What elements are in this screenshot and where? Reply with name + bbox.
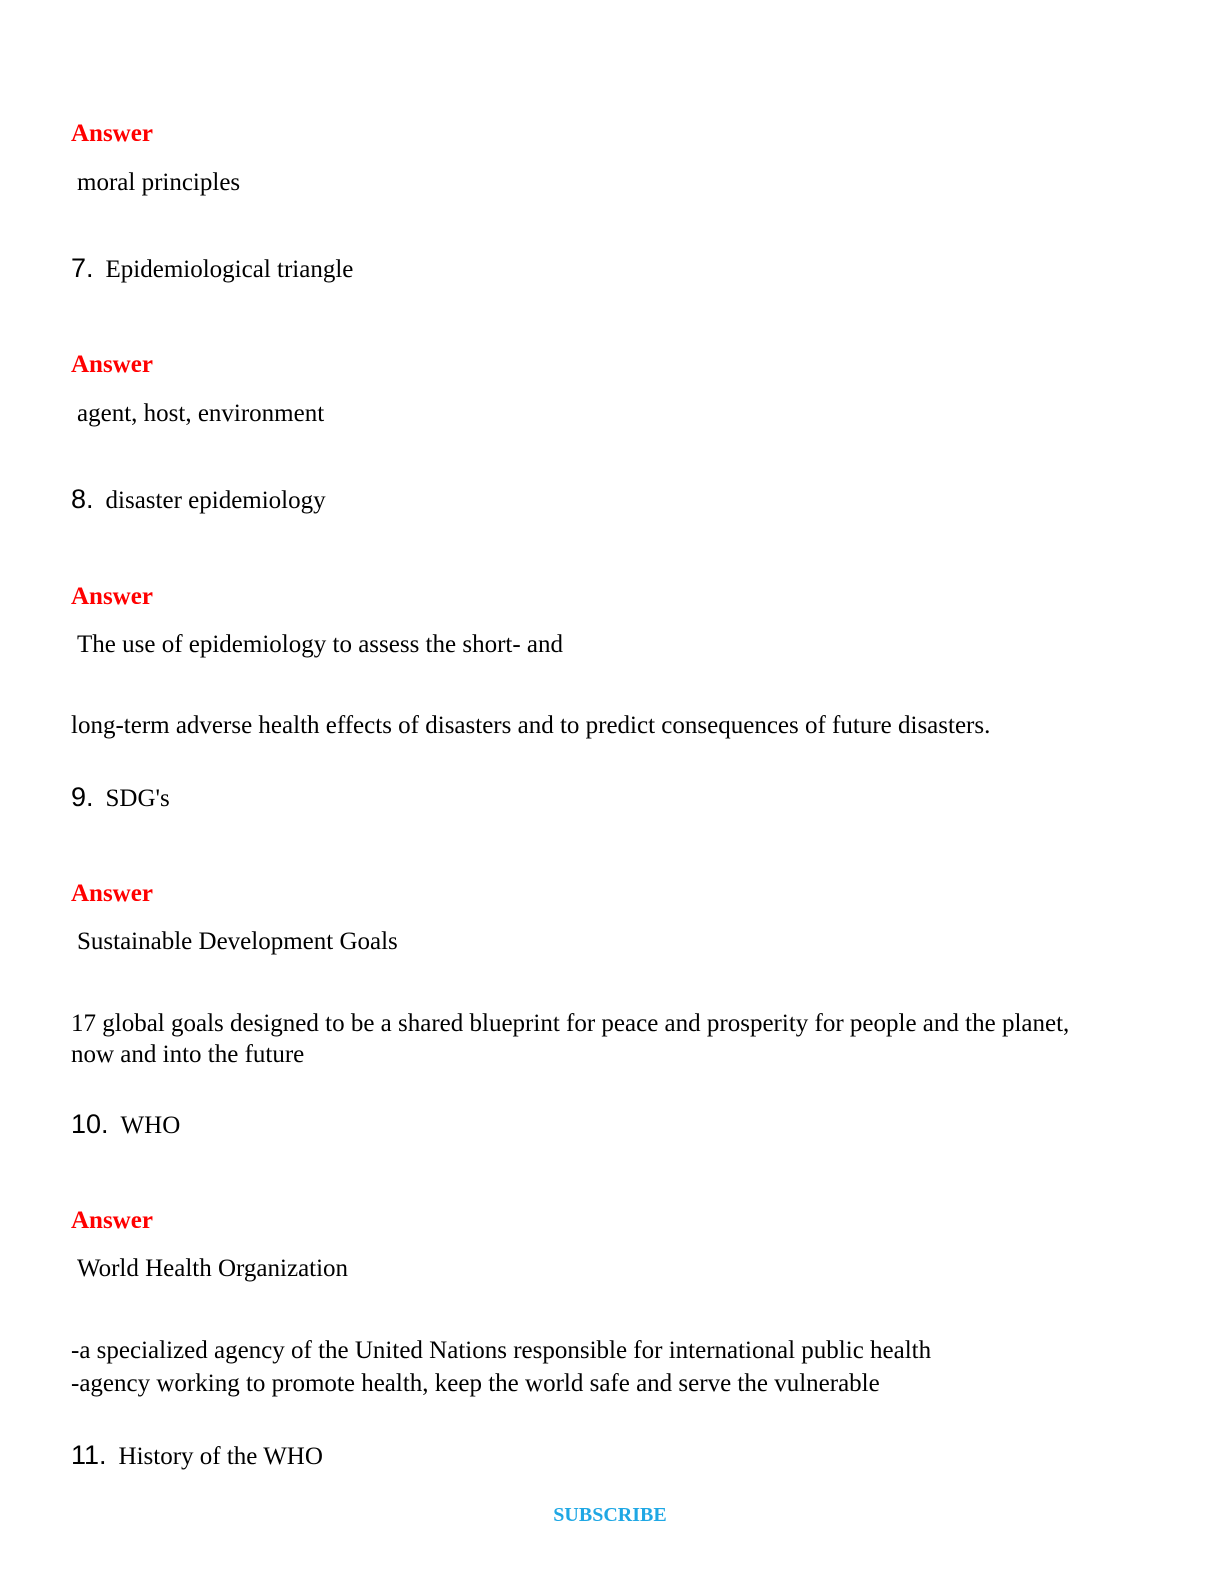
answer-detail: long-term adverse health effects of disasters and to predict consequences of future disasters. (71, 712, 991, 739)
answer-detail-line-1: -a specialized agency of the United Nations responsible for international public health (71, 1337, 932, 1364)
question-text: Epidemiological triangle (105, 256, 354, 283)
question-number: 8. (71, 484, 94, 514)
question-number: 7. (71, 253, 94, 283)
subscribe-link[interactable]: SUBSCRIBE (553, 1504, 667, 1526)
answer-label: Answer (71, 583, 153, 610)
question-text: disaster epidemiology (105, 487, 326, 514)
answer-text: agent, host, environment (77, 400, 325, 427)
answer-text: moral principles (77, 169, 241, 196)
question-7 (71, 253, 353, 284)
question-number: 10. (71, 1109, 109, 1139)
answer-detail-line-2: now and into the future (71, 1041, 305, 1068)
answer-label: Answer (71, 120, 153, 147)
question-text: History of the WHO (118, 1443, 323, 1470)
question-9 (71, 782, 170, 813)
answer-label: Answer (71, 1207, 153, 1234)
question-8 (71, 484, 326, 515)
answer-label: Answer (71, 351, 153, 378)
question-11 (71, 1440, 323, 1471)
answer-detail-line-2: -agency working to promote health, keep the world safe and serve the vulnerable (71, 1370, 880, 1397)
answer-text: World Health Organization (77, 1255, 349, 1282)
answer-detail-line-1: 17 global goals designed to be a shared blueprint for peace and prosperity for people and the planet, (71, 1010, 1070, 1037)
question-text: WHO (120, 1112, 181, 1139)
question-number: 9. (71, 782, 94, 812)
answer-text: Sustainable Development Goals (77, 928, 398, 955)
question-text: SDG's (105, 785, 170, 812)
question-10 (71, 1109, 180, 1140)
answer-text: The use of epidemiology to assess the short- and (77, 631, 564, 658)
answer-label: Answer (71, 880, 153, 907)
question-number: 11. (71, 1440, 107, 1470)
